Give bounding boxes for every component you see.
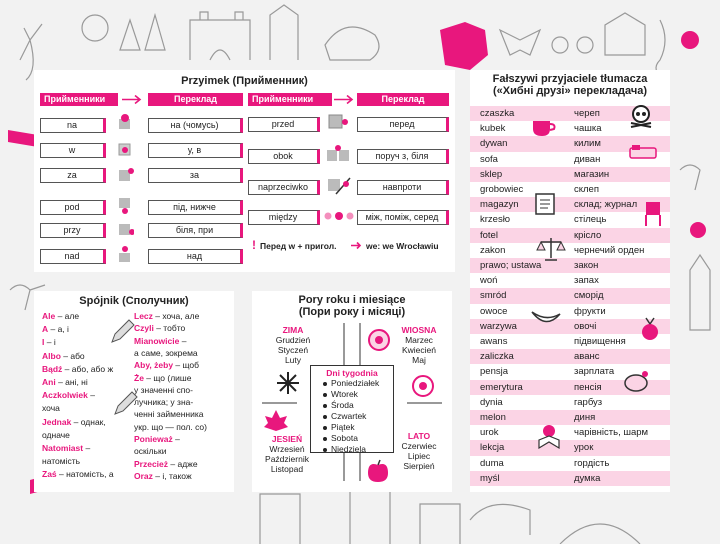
conjunction-line (134, 459, 198, 469)
conjunction-uk: ченні займенника (134, 409, 204, 420)
bullet-icon (323, 437, 327, 441)
conjunction-pl: Ani (42, 377, 56, 387)
false-friend-pl: awans (480, 336, 508, 347)
conjunction-pl: Ponieważ (134, 434, 173, 444)
false-friend-uk: фрукти (574, 305, 606, 317)
castle-doodle (190, 12, 250, 60)
header-prepositions-left: Прийменники (40, 93, 118, 106)
false-friend-uk: підвищення (574, 336, 626, 347)
map-doodle (440, 22, 488, 70)
cube-ball-icon (116, 196, 134, 214)
false-friend-pl: lekcja (480, 442, 505, 454)
false-friend-pl: prawo; ustawa (480, 260, 542, 271)
cube-ball-icon (116, 245, 134, 263)
false-friend-uk: гордість (574, 457, 610, 469)
bike-wheel-doodle-2 (577, 37, 593, 53)
bullet-icon (323, 426, 327, 430)
bike-wheel-doodle (552, 37, 568, 53)
cube-ball-icon (116, 220, 134, 238)
conjunction-line (134, 373, 191, 383)
note-mark: ! (252, 238, 256, 252)
conjunction-uk: – або (60, 350, 85, 361)
conjunction-uk: – однак, (71, 416, 106, 427)
preposition-pl: przy (40, 223, 106, 238)
false-friend-row (470, 456, 670, 471)
false-friend-uk: сморід (574, 290, 604, 302)
false-friend-uk: чашка (574, 123, 602, 135)
day-name: Poniedziałek (331, 378, 380, 388)
preposition-pl: za (40, 168, 106, 183)
conjunction-line (134, 360, 199, 370)
conjunction-pl: A (42, 324, 49, 335)
cube-ball-icon (324, 206, 354, 226)
preposition-pl: na (40, 118, 106, 133)
conjunction-uk: – (179, 335, 187, 346)
preposition-uk: за (148, 168, 243, 183)
conjunctions-title: Spójnik (Сполучник) (79, 295, 189, 307)
conjunction-pl: Oraz (134, 470, 153, 481)
bullet-icon (323, 393, 327, 397)
preposition-pl: nad (40, 249, 106, 264)
conjunction-pl: Bądź (42, 363, 63, 374)
reading-person-icon (536, 422, 562, 452)
bed-icon (628, 142, 658, 162)
false-friend-uk: гарбуз (574, 396, 603, 408)
false-friend-uk: пенсія (574, 381, 602, 393)
header-prepositions-right: Прийменники (248, 93, 332, 106)
preposition-uk: під, нижче (148, 200, 243, 215)
conjunction-uk: – (172, 434, 180, 444)
false-friend-pl: zakon (480, 244, 506, 256)
arrow-icon (350, 239, 364, 252)
apple-icon (366, 459, 390, 483)
conjunction-pl: Zaś (42, 469, 57, 480)
strawberry-doodle (690, 222, 706, 238)
day-name: Środa (331, 400, 354, 410)
preposition-pl: między (248, 210, 320, 225)
prepositions-panel (34, 70, 455, 272)
false-friend-pl: smród (480, 290, 507, 302)
conjunction-line (134, 385, 193, 395)
piggy-bank-icon (622, 370, 652, 394)
preposition-pl: naprzeciwko (248, 180, 320, 195)
flower-icon (366, 327, 392, 353)
week-title: Dni tygodnia (326, 368, 378, 378)
false-friend-row (470, 182, 670, 197)
conjunction-pl: Natomiast (42, 443, 84, 453)
note-result: we: we Wrocławiu (366, 241, 439, 251)
conjunction-uk: – тобто (153, 323, 186, 334)
false-friend-uk: килим (574, 138, 601, 150)
conjunction-line (42, 324, 69, 334)
false-friends-title: Fałszywi przyjaciele tłumacza (492, 73, 648, 85)
day-name: Sobota (331, 433, 358, 443)
conjunction-uk: укр. що — пол. co) (134, 421, 207, 432)
eagle-doodle (500, 30, 540, 55)
conjunction-line (134, 471, 192, 481)
false-friend-pl: melon (480, 412, 506, 423)
week-box (310, 365, 394, 453)
conjunction-uk: – що (лише (143, 372, 192, 383)
false-friend-pl: dynia (480, 396, 503, 408)
banana-icon (530, 306, 562, 328)
false-friend-row (470, 212, 670, 227)
conjunction-uk: – ані, ні (55, 377, 88, 387)
preposition-pl: przed (248, 117, 320, 132)
false-friend-uk: урок (574, 442, 594, 454)
hills-doodle (560, 524, 640, 544)
false-friend-row (470, 395, 670, 410)
seasons-title: Pory roku i miesiące (298, 294, 406, 306)
conjunction-line (134, 409, 204, 419)
false-friend-row (470, 410, 670, 425)
conjunction-line (134, 348, 198, 358)
day-item (323, 389, 393, 400)
conjunction-line (42, 417, 106, 427)
preposition-pl: w (40, 143, 106, 158)
false-friend-uk: магазин (574, 168, 610, 180)
false-friend-pl: kubek (480, 123, 506, 135)
season-wiosna: WIOSNA Marzec Kwiecień Maj (401, 325, 437, 365)
preposition-uk: у, в (148, 143, 243, 158)
false-friend-pl: woń (480, 275, 498, 287)
preposition-uk: між, поміж, серед (357, 210, 449, 225)
tower-doodle (270, 5, 298, 60)
conjunction-uk: натомість (42, 456, 81, 467)
conjunction-uk: а саме, зокрема (134, 347, 198, 358)
false-friend-row (470, 197, 670, 212)
conjunction-line (42, 456, 80, 466)
false-friend-uk: аванс (574, 351, 600, 363)
header-translation-right: Переклад (357, 93, 449, 106)
cube-ball-icon (116, 140, 134, 158)
day-name: Piątek (331, 422, 355, 432)
false-friend-pl: magazyn (480, 199, 519, 211)
conjunction-line (42, 443, 90, 453)
conjunction-pl: Albo (42, 350, 61, 361)
conjunction-line (134, 311, 199, 321)
false-friend-uk: запах (574, 275, 599, 287)
day-item (323, 444, 393, 455)
leaf-icon (264, 409, 288, 433)
conjunction-line (134, 422, 207, 432)
conjunction-uk: – і, також (152, 470, 192, 481)
conjunction-uk: оскільки (134, 446, 167, 457)
day-item (323, 422, 393, 433)
day-item (323, 433, 393, 444)
preposition-pl: obok (248, 149, 320, 164)
false-friend-pl: pensja (480, 366, 508, 378)
preposition-uk: навпроти (357, 180, 449, 195)
flower-icon (410, 373, 436, 399)
false-friend-row (470, 228, 670, 243)
conjunction-line (42, 351, 85, 361)
prepositions-title: Przyimek (Прийменник) (181, 75, 308, 87)
conjunction-uk: хоча (42, 403, 60, 414)
false-friend-uk: зарплата (574, 366, 615, 378)
bullet-icon (323, 404, 327, 408)
false-friend-row (470, 349, 670, 364)
season-lato: LATO Czerwiec Lipiec Sierpień (401, 431, 437, 471)
preposition-uk: поруч з, біля (357, 149, 449, 164)
header-translation-left: Переклад (148, 93, 243, 106)
false-friend-row (470, 243, 670, 258)
pencil-icon (109, 319, 135, 345)
cup-icon (530, 116, 558, 138)
false-friends-subtitle: («Хибні друзі» перекладача) (493, 85, 647, 97)
cube-ball-icon (326, 174, 352, 196)
conjunction-uk: лучника; у зна- (134, 397, 194, 408)
false-friend-pl: krzesło (480, 214, 511, 226)
conjunction-pl: Mianowicie (134, 335, 180, 346)
day-item (323, 411, 393, 422)
conjunction-uk: – щоб (173, 360, 199, 371)
false-friend-pl: myśl (480, 472, 500, 484)
bullet-icon (323, 415, 327, 419)
false-friend-pl: fotel (480, 229, 498, 241)
day-name: Niedziela (331, 444, 366, 454)
conjunction-line (42, 364, 113, 374)
chair-icon (642, 200, 664, 228)
preposition-uk: на (чомусь) (148, 118, 243, 133)
false-friend-pl: czaszka (480, 108, 515, 119)
false-friend-uk: закон (574, 260, 599, 271)
preposition-uk: біля, при (148, 223, 243, 238)
radish-icon (638, 316, 664, 344)
days-list (323, 378, 393, 455)
scroll-icon (532, 188, 562, 218)
day-name: Wtorek (331, 389, 358, 399)
day-name: Czwartek (331, 411, 367, 421)
false-friend-pl: zaliczka (480, 351, 514, 363)
false-friend-row (470, 425, 670, 440)
false-friend-row (470, 471, 670, 486)
false-friend-pl: grobowiec (480, 184, 524, 195)
conjunction-line (134, 434, 180, 444)
false-friend-pl: sklep (480, 168, 503, 180)
cube-ball-icon (326, 144, 352, 166)
conjunction-uk: – і (44, 337, 56, 348)
conjunction-line (42, 311, 79, 321)
false-friend-uk: склад; журнал (574, 199, 638, 211)
arrow-icon (120, 93, 146, 106)
conjunction-pl: Jednak (42, 416, 72, 427)
false-friend-pl: dywan (480, 138, 508, 150)
false-friend-row (470, 273, 670, 288)
conjunction-pl: Czyli (134, 323, 154, 334)
cube-ball-icon (326, 110, 348, 132)
conjunction-pl: Aby, żeby (134, 360, 174, 371)
false-friend-row (470, 440, 670, 455)
day-item (323, 400, 393, 411)
cube-ball-icon (116, 166, 134, 184)
false-friend-uk: овочі (574, 320, 597, 332)
conjunction-pl: Lecz (134, 311, 153, 321)
conjunction-line (42, 403, 60, 413)
snowflake-icon (276, 371, 300, 395)
false-friend-pl: duma (480, 457, 504, 469)
conjunction-line (42, 430, 70, 440)
bison-doodle (325, 27, 379, 60)
conjunction-uk: – але (55, 311, 80, 321)
false-friend-uk: диван (574, 153, 601, 165)
false-friend-pl: urok (480, 427, 499, 439)
false-friend-uk: крісло (574, 229, 602, 241)
false-friend-row (470, 288, 670, 303)
conjunction-uk: – натомість, а (56, 469, 114, 480)
false-friend-uk: чернечий орден (574, 244, 645, 256)
trees-doodle (120, 15, 165, 50)
conjunction-uk: – (83, 443, 91, 453)
false-friend-pl: sofa (480, 153, 498, 165)
pencil-icon (112, 391, 138, 417)
stork-doodle-2 (680, 165, 700, 190)
skull-icon (628, 102, 654, 130)
monument-doodle (690, 255, 710, 330)
conjunction-line (42, 390, 95, 400)
false-friend-pl: warzywa (480, 320, 517, 332)
false-friend-pl: emerytura (480, 381, 523, 393)
conjunction-line (42, 337, 56, 347)
conjunction-line (134, 336, 186, 346)
false-friend-uk: склеп (574, 184, 599, 195)
preposition-uk: над (148, 249, 243, 264)
false-friend-uk: думка (574, 472, 601, 484)
conjunction-line (42, 469, 114, 479)
conjunction-line (134, 323, 185, 333)
arrow-icon (332, 93, 358, 106)
false-friends-panel (470, 70, 670, 492)
conjunction-uk: – а, і (48, 324, 69, 335)
bullet-icon (323, 448, 327, 452)
false-friend-uk: диня (574, 412, 596, 423)
conjunction-line (134, 397, 193, 407)
conjunction-uk: – (87, 390, 95, 401)
conjunction-uk: – або, або ж (62, 363, 114, 374)
scales-icon (536, 236, 566, 262)
conjunction-uk: одначе (42, 429, 70, 440)
preposition-uk: перед (357, 117, 449, 132)
false-friend-row (470, 258, 670, 273)
false-friend-pl: owoce (480, 305, 508, 317)
day-item (323, 378, 393, 389)
bull-doodle (470, 504, 530, 535)
conjunction-pl: Ale (42, 311, 56, 321)
conjunction-line (42, 377, 88, 387)
conjunction-pl: Aczkolwiek (42, 390, 88, 401)
conjunction-uk: у значенні спо- (134, 384, 193, 395)
preposition-pl: pod (40, 200, 106, 215)
false-friend-row (470, 167, 670, 182)
conjunction-uk: – хоча, але (152, 311, 200, 321)
palace-doodle (605, 13, 645, 55)
coin-doodle (82, 15, 108, 41)
seasons-panel (252, 291, 452, 492)
conjunction-uk: – адже (168, 458, 198, 469)
season-jesien: JESIEŃ Wrzesień Październik Listopad (265, 434, 309, 474)
season-zima: ZIMA Grudzień Styczeń Luty (275, 325, 311, 365)
conjunction-pl: Że (134, 372, 144, 383)
gate-doodle (260, 484, 460, 544)
false-friend-uk: чарівність, шарм (574, 427, 649, 439)
note-text: Перед w + пригол. (260, 241, 337, 251)
seasons-subtitle: (Пори року і місяці) (298, 306, 406, 318)
false-friend-uk: стілець (574, 214, 607, 226)
false-friend-uk: череп (574, 108, 600, 119)
conjunctions-panel (34, 291, 234, 492)
conjunction-line (134, 446, 166, 456)
cube-ball-icon (116, 113, 134, 131)
conjunction-pl: I (42, 337, 45, 348)
bullet-icon (323, 382, 327, 386)
apple-doodle (681, 31, 699, 49)
conjunction-pl: Przecież (134, 458, 169, 469)
